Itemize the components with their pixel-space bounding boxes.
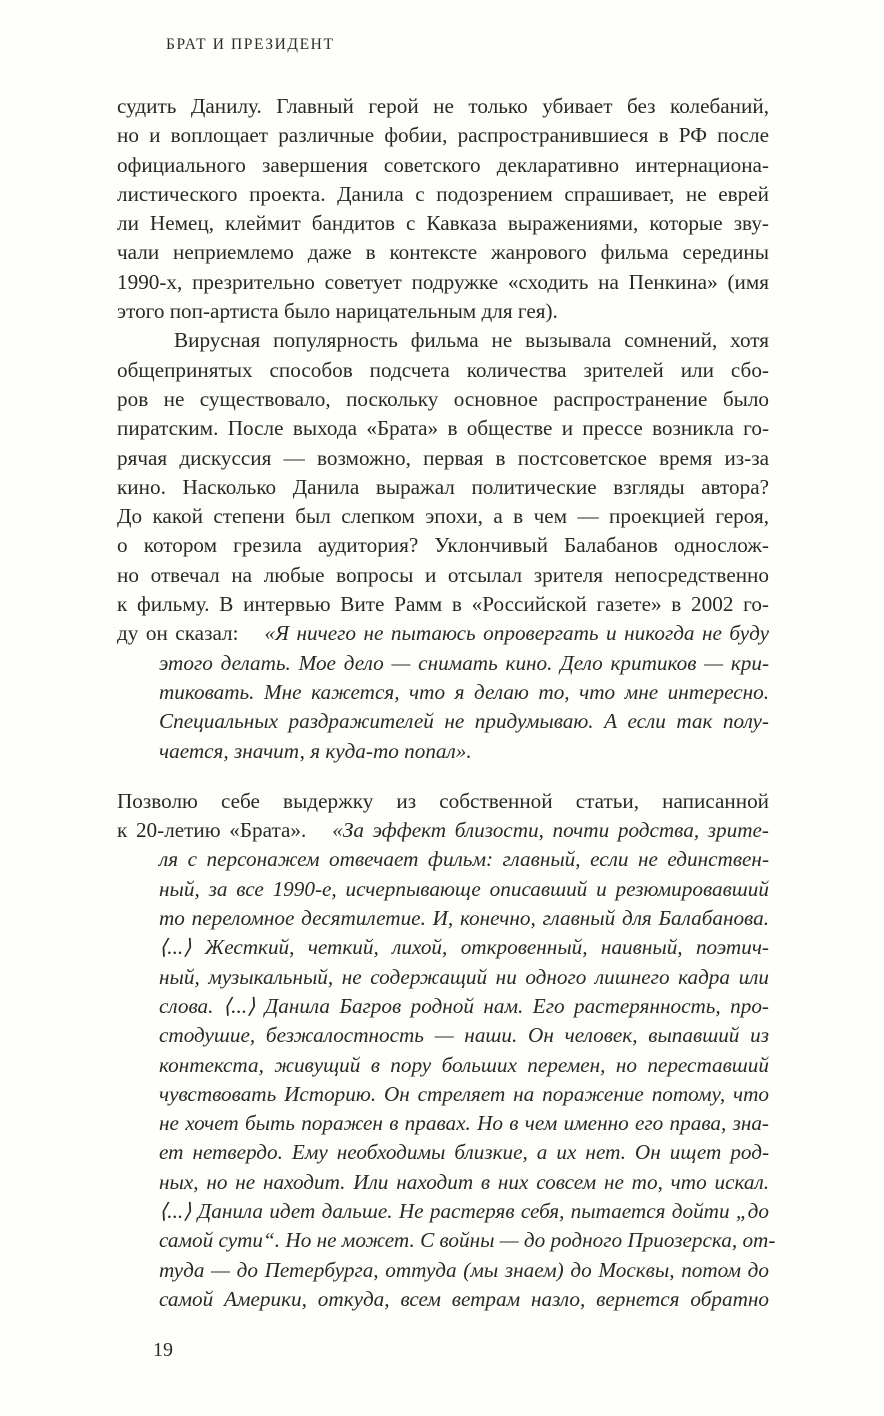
text-line (117, 619, 769, 648)
text-line: До какой степени был слепком эпохи, а в чем — проекцией героя, (117, 504, 769, 529)
text-line: пиратским. После выхода «Брата» в обществе и прессе возникла го- (117, 416, 769, 441)
quote-line: тиковать. Мне кажется, что я делаю то, что мне интересно. (159, 679, 769, 704)
quote-lead-in: ду он сказал: (117, 621, 239, 646)
text-line (117, 816, 769, 845)
quote-line: ных, но не находит. Или находит в них совсем не то, что искал. (159, 1169, 769, 1194)
paragraph-2 (117, 326, 769, 765)
block-quote (117, 845, 776, 1314)
quote-line: этого делать. Мое дело — снимать кино. Дело критиков — кри- (159, 650, 769, 675)
text-line: судить Данилу. Главный герой не только убивает без колебаний, (117, 94, 769, 118)
text-line: но и воплощает различные фобии, распространившиеся в РФ после (117, 123, 769, 148)
page-number: 19 (153, 1339, 173, 1361)
text-line: кино. Насколько Данила выражал политические взгляды автора? (117, 474, 769, 499)
text-line: 1990-х, презрительно советует подружке «сходить на Пенкина» (имя (117, 269, 769, 294)
text-line: листического проекта. Данила с подозрением спрашивает, не еврей (117, 181, 769, 206)
quote-line: стодушие, безжалостность — наши. Он человек, выпавший из (159, 1023, 769, 1048)
text-line: Вирусная популярность фильма не вызывала сомнений, хотя (174, 328, 769, 353)
text-line: этого поп-артиста было нарицательным для гея). (117, 299, 558, 324)
quote-line: не хочет быть поражен в правах. Но в чем именно его права, зна- (159, 1111, 769, 1136)
quote-line: Специальных раздражителей не придумываю. А если так полу- (159, 709, 769, 734)
text-line: общепринятых способов подсчета количества зрителей или сбо- (117, 357, 769, 382)
quote-line: ет нетвердо. Ему необходимы близкие, а их нет. Он ищет род- (159, 1140, 769, 1165)
text-line: но отвечал на любые вопросы и отсылал зрителя непосредственно (117, 562, 769, 587)
text-line: к фильму. В интервью Вите Рамм в «Российской газете» в 2002 го- (117, 592, 769, 617)
block-quote (117, 649, 769, 766)
text-line: чали неприемлемо даже в контексте жанрового фильма середины (117, 240, 769, 265)
text-line: Позволю себе выдержку из собственной статьи, написанной (117, 788, 769, 813)
quote-line: самой Америки, откуда, всем ветрам назло, вернется обратно (159, 1286, 769, 1311)
paragraph-1 (117, 92, 769, 326)
quote-line: контекста, живущий в пору больших перемен, но переставший (159, 1052, 769, 1077)
quote-line: ля с персонажем отвечает фильм: главный, если не единствен- (159, 847, 769, 872)
quote-line: то переломное десятилетие. И, конечно, главный для Балабанова. (159, 906, 769, 931)
quote-line: ный, за все 1990-е, исчерпывающе описавший и резюмировавший (159, 876, 769, 901)
quote-line: самой сути“. Но не может. С войны — до родного Приозерска, от- (159, 1228, 776, 1253)
quote-text: «За эффект близости, почти родства, зрите- (332, 818, 769, 843)
quote-line: туда — до Петербурга, оттуда (мы знаем) до Москвы, потом до (159, 1257, 769, 1282)
quote-line: слова. ⟨...⟩ Данила Багров родной нам. Его растерянность, про- (159, 993, 769, 1018)
quote-lead-in: к 20-летию «Брата». (117, 818, 307, 843)
quote-line: ⟨...⟩ Данила идет дальше. Не растеряв себя, пытается дойти „до (159, 1198, 769, 1223)
quote-line: чается, значит, я куда-то попал». (159, 738, 472, 763)
quote-line: ный, музыкальный, не содержащий ни одного лишнего кадра или (159, 964, 769, 989)
paragraph-3 (117, 787, 776, 1314)
text-line: ли Немец, клеймит бандитов с Кавказа выражениями, которые зву- (117, 211, 769, 236)
text-line: ров не существовало, поскольку основное распространение было (117, 386, 769, 411)
text-line: о котором грезила аудитория? Уклончивый Балабанов однослож- (117, 533, 769, 558)
running-head: БРАТ И ПРЕЗИДЕНТ (166, 36, 335, 53)
quote-line: ⟨...⟩ Жесткий, четкий, лихой, откровенный, наивный, поэтич- (159, 935, 769, 960)
quote-text: «Я ничего не пытаюсь опровергать и никогда не буду (264, 621, 769, 646)
text-line: официального завершения советского декларативно интернациона- (117, 152, 769, 177)
text-line: рячая дискуссия — возможно, первая в постсоветское время из-за (117, 445, 769, 470)
body-text (117, 92, 776, 1314)
quote-line: чувствовать Историю. Он стреляет на поражение потому, что (159, 1081, 769, 1106)
